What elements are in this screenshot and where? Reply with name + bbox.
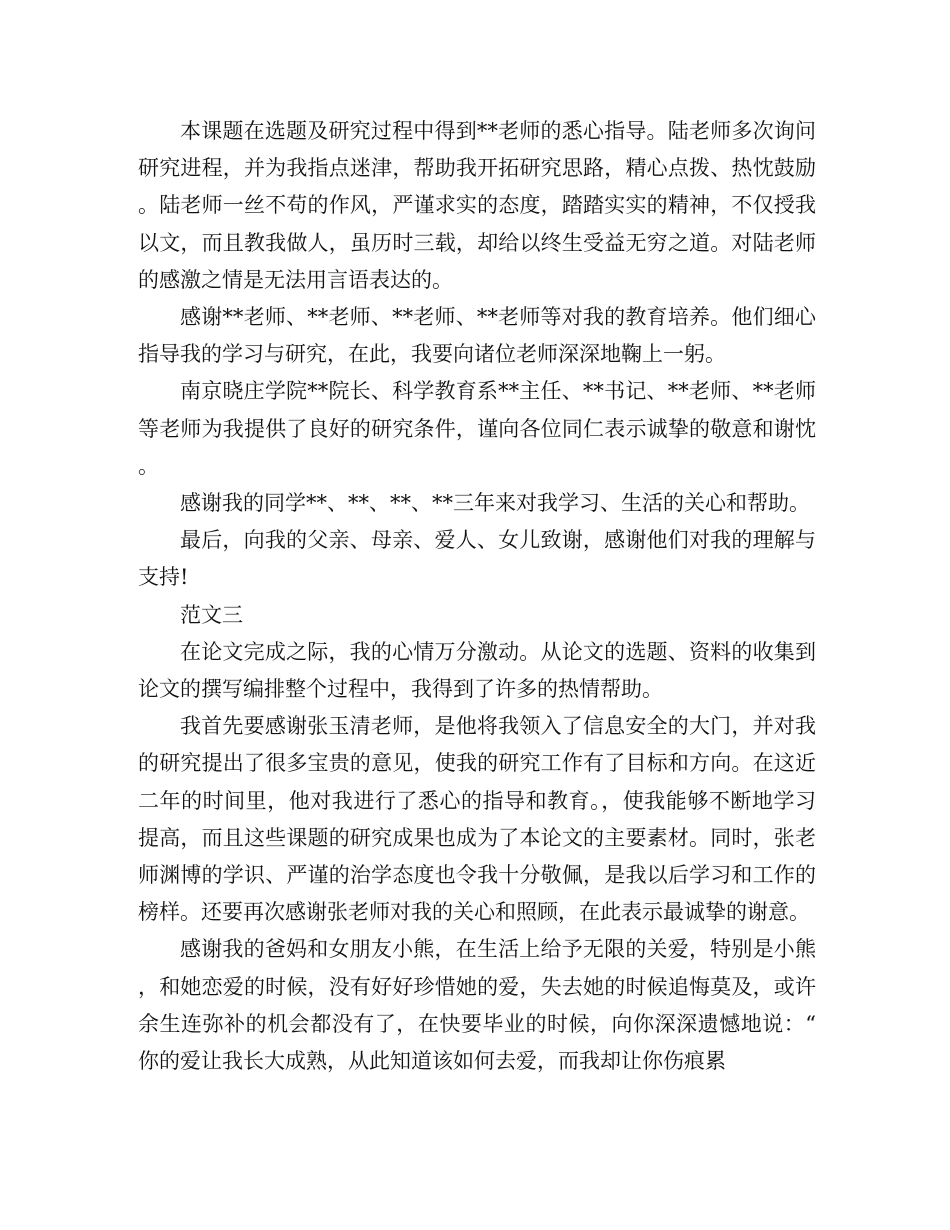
paragraph-thanks-college: 南京晓庄学院**院长、科学教育系**主任、**书记、**老师、**老师等老师为我提供了良好的研究条件，谨向各位同仁表示诚挚的敬意和谢忱。: [138, 379, 816, 478]
paragraph-thanks-classmates: 感谢我的同学**、**、**、**三年来对我学习、生活的关心和帮助。: [180, 491, 810, 516]
section-heading: 范文三: [180, 602, 243, 627]
paragraph-thanks-zhang: 我首先要感谢张玉清老师，是他将我领入了信息安全的大门，并对我的研究提出了很多宝贵的意见，使我的研究工作有了目标和方向。在这近二年的时间里，他对我进行了悉心的指导和教育。，使我能够不断地学习提高，而且这些课题的研究成果也成为了本论文的主要素材。同时，张老师渊博的学识、严谨的治学态度也令我十分敬佩，是我以后学习和工作的榜样。还要再次感谢张老师对我的关心和照顾，在此表示最诚挚的谢意。: [138, 714, 816, 925]
paragraph-thanks-advisor: 本课题在选题及研究过程中得到**老师的悉心指导。陆老师多次询问研究进程，并为我指点迷津，帮助我开拓研究思路，精心点拨、热忱鼓励。陆老师一丝不苟的作风，严谨求实的态度，踏踏实实的精神，不仅授我以文，而且教我做人，虽历时三载，却给以终生受益无穷之道。对陆老师的感激之情是无法用言语表达的。: [138, 119, 816, 292]
paragraph-thanks-parents-girlfriend: 感谢我的爸妈和女朋友小熊，在生活上给予无限的关爱，特别是小熊，和她恋爱的时候，没有好好珍惜她的爱，失去她的时候追悔莫及，或许余生连弥补的机会都没有了，在快要毕业的时候，向你深深遗憾地说：“你的爱让我长大成熟，从此知道该如何去爱，而我却让你伤痕累: [138, 937, 816, 1074]
paragraph-intro: 在论文完成之际，我的心情万分激动。从论文的选题、资料的收集到论文的撰写编排整个过程中，我得到了许多的热情帮助。: [138, 639, 816, 702]
paragraph-thanks-teachers: 感谢**老师、**老师、**老师、**老师等对我的教育培养。他们细心指导我的学习与研究，在此，我要向诸位老师深深地鞠上一躬。: [138, 305, 816, 367]
document-page: [138, 113, 816, 1080]
paragraph-thanks-family: 最后，向我的父亲、母亲、爱人、女儿致谢，感谢他们对我的理解与支持!: [138, 528, 816, 590]
